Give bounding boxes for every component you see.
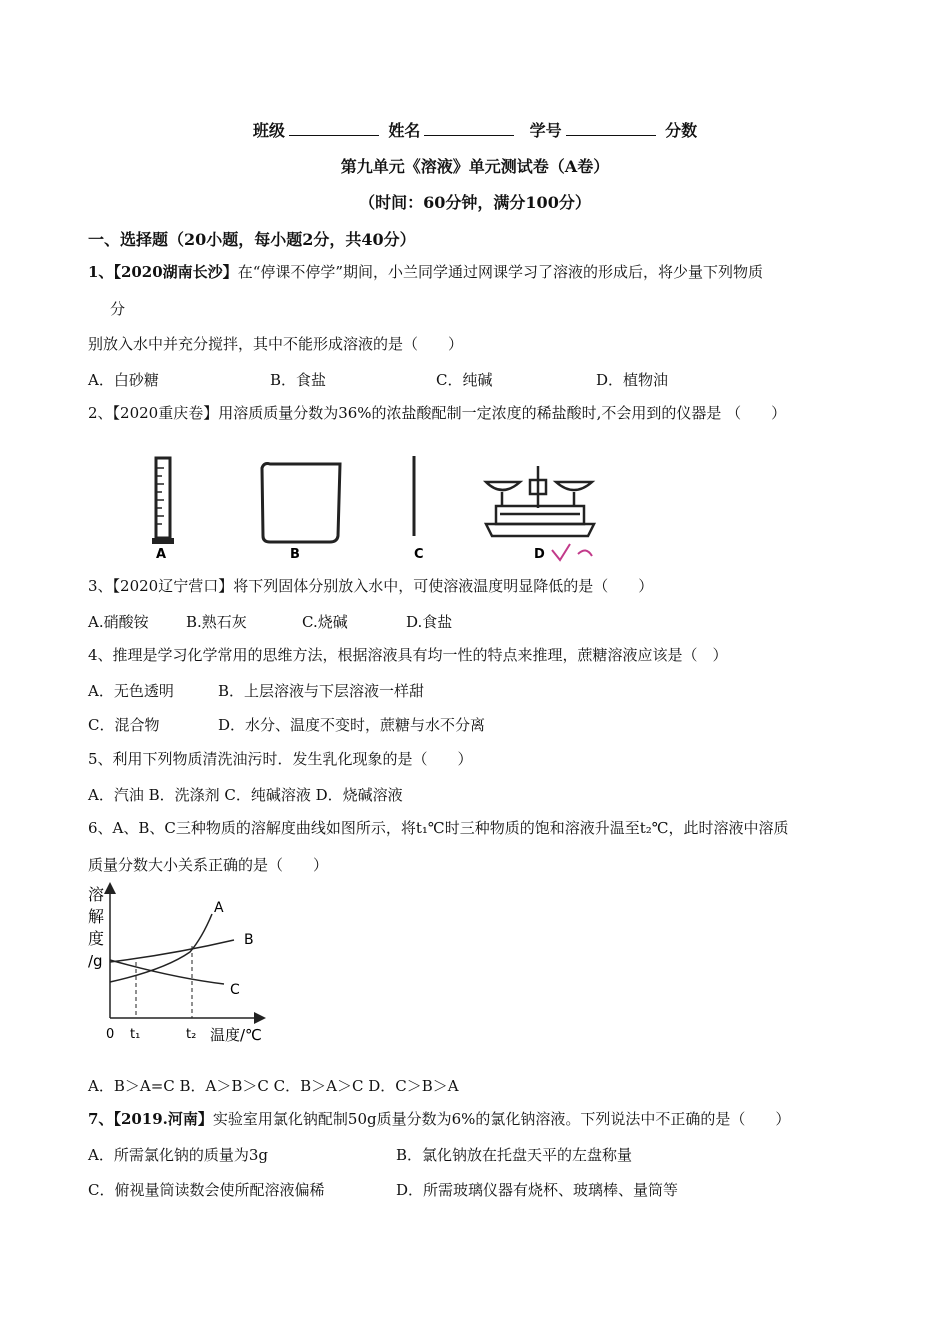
id-blank[interactable] — [566, 121, 656, 136]
name-blank[interactable] — [424, 121, 514, 136]
q5-options[interactable]: A．汽油 B．洗涤剂 C．纯碱溶液 D．烧碱溶液 — [88, 786, 403, 804]
q1-option-c[interactable]: C．纯碱 — [436, 371, 493, 389]
y-label-2: 解 — [88, 907, 105, 926]
q1-option-b[interactable]: B．食盐 — [270, 371, 327, 389]
curve-c — [110, 960, 224, 984]
q3-option-a[interactable]: A.硝酸铵 — [88, 613, 149, 631]
page-subtitle: （时间：60分钟，满分100分） — [359, 193, 591, 212]
curve-b — [110, 940, 234, 962]
student-info-line — [0, 118, 950, 141]
question-2 — [88, 403, 786, 423]
q5-text: 利用下列物质清洗油污时．发生乳化现象的是（ ） — [112, 750, 473, 768]
q2-label-b: B — [290, 547, 300, 562]
y-label-1: 溶 — [88, 885, 105, 904]
question-4 — [88, 645, 728, 665]
q4-number: 4、 — [88, 646, 113, 664]
class-blank[interactable] — [289, 121, 379, 136]
y-label-3: 度 — [88, 929, 105, 948]
q6-text: A、B、C三种物质的溶解度曲线如图所示，将t₁℃时三种物质的饱和溶液升温至t₂℃，此时溶液中溶质 — [112, 819, 789, 837]
score-label: 分数 — [665, 121, 698, 140]
q7-text: 实验室用氯化钠配制50g质量分数为6%的氯化钠溶液。下列说法中不正确的是（ ） — [212, 1110, 791, 1128]
q2-label-d: D — [534, 547, 545, 562]
curve-b-label: B — [244, 932, 254, 948]
q7-number: 7、 — [88, 1110, 114, 1128]
q2-number: 2、 — [88, 404, 113, 422]
question-7 — [88, 1109, 790, 1129]
q2-label-c: C — [414, 547, 424, 562]
q3-option-b[interactable]: B.熟石灰 — [186, 613, 247, 631]
q1-option-d[interactable]: D．植物油 — [596, 371, 669, 389]
page-title: 第九单元《溶液》单元测试卷（A卷） — [340, 157, 610, 176]
question-1 — [88, 262, 763, 282]
q3-text: 【2020辽宁营口】将下列固体分别放入水中，可使溶液温度明显降低的是（ ） — [112, 577, 654, 595]
question-3 — [88, 576, 653, 596]
q3-option-c[interactable]: C.烧碱 — [302, 613, 348, 631]
curve-a-label: A — [214, 900, 224, 916]
q1-text-cont: 分 — [110, 300, 126, 318]
q7-option-d[interactable]: D．所需玻璃仪器有烧杯、玻璃棒、量筒等 — [396, 1181, 679, 1199]
pen-mark-icon — [578, 550, 592, 556]
beaker-icon — [262, 464, 340, 543]
question-6 — [88, 818, 789, 838]
graduated-cylinder-icon — [152, 458, 174, 544]
q4-option-c[interactable]: C．混合物 — [88, 716, 160, 734]
balance-scale-icon — [486, 466, 594, 536]
x-axis-label: 温度/℃ — [210, 1026, 262, 1044]
q7-option-c[interactable]: C．俯视量筒读数会使所配溶液偏稀 — [88, 1181, 325, 1199]
solubility-curve-figure — [84, 882, 274, 1048]
class-label: 班级 — [252, 121, 285, 140]
q2-instruments-figure — [90, 450, 650, 568]
q6-text-cont: 质量分数大小关系正确的是（ ） — [88, 856, 329, 874]
q6-number: 6、 — [88, 819, 113, 837]
checkmark-icon — [552, 544, 570, 560]
q6-options[interactable]: A．B＞A=C B．A＞B＞C C．B＞A＞C D．C＞B＞A — [88, 1077, 459, 1095]
y-label-4: /g — [88, 952, 103, 970]
t1-label: t₁ — [130, 1027, 141, 1042]
q1-option-a[interactable]: A．白砂糖 — [88, 371, 159, 389]
q4-option-d[interactable]: D．水分、温度不变时，蔗糖与水不分离 — [218, 716, 486, 734]
id-label: 学号 — [529, 121, 562, 140]
q2-text: 【2020重庆卷】用溶质质量分数为36%的浓盐酸配制一定浓度的稀盐酸时,不会用到的仪器是 （ ） — [112, 404, 787, 422]
section-title: 一、选择题（20小题，每小题2分，共40分） — [88, 230, 416, 249]
question-5 — [88, 749, 473, 769]
curve-c-label: C — [230, 982, 240, 998]
q3-option-d[interactable]: D.食盐 — [406, 613, 453, 631]
q1-text: 在“停课不停学”期间，小兰同学通过网课学习了溶液的形成后，将少量下列物质 — [237, 263, 764, 281]
q4-option-b[interactable]: B．上层溶液与下层溶液一样甜 — [218, 682, 425, 700]
q1-number: 1、 — [88, 263, 114, 281]
t2-label: t₂ — [186, 1027, 197, 1042]
q4-option-a[interactable]: A．无色透明 — [88, 682, 174, 700]
origin-label: 0 — [106, 1027, 115, 1042]
q4-text: 推理是学习化学常用的思维方法，根据溶液具有均一性的特点来推理，蔗糖溶液应该是（ ） — [112, 646, 728, 664]
q7-source: 【2019.河南】 — [113, 1110, 213, 1128]
q7-option-b[interactable]: B．氯化钠放在托盘天平的左盘称量 — [396, 1146, 633, 1164]
name-label: 姓名 — [388, 121, 421, 140]
q1-source: 【2020湖南长沙】 — [113, 263, 238, 281]
q3-number: 3、 — [88, 577, 113, 595]
q7-option-a[interactable]: A．所需氯化钠的质量为3g — [88, 1146, 268, 1164]
q2-label-a: A — [156, 547, 167, 562]
q1-text-cont2: 别放入水中并充分搅拌，其中不能形成溶液的是（ ） — [88, 335, 464, 353]
q5-number: 5、 — [88, 750, 113, 768]
